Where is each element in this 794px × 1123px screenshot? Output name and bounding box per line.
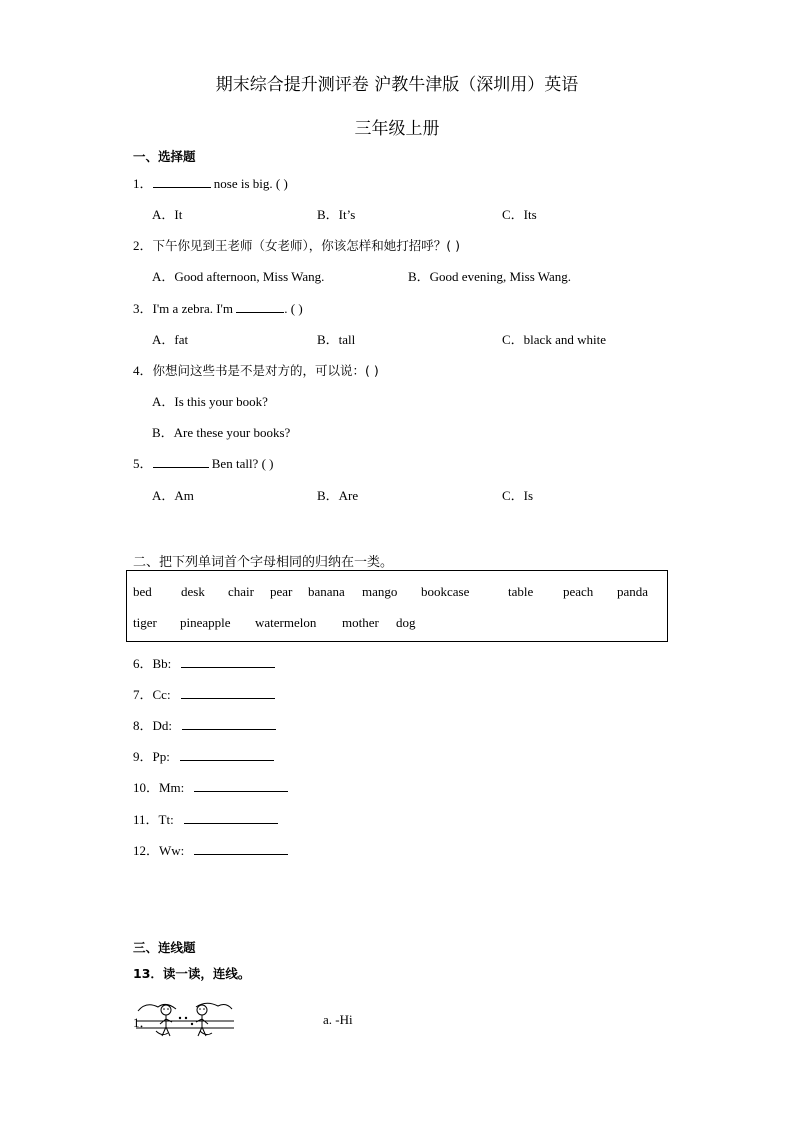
fill-line-bb — [133, 653, 275, 672]
fill-label: 8．Dd: — [133, 718, 173, 733]
question-text: nose is big. ( ) — [210, 176, 288, 191]
word-bank-box — [126, 570, 668, 642]
answer-line[interactable] — [181, 655, 275, 668]
fill-label: 6．Bb: — [133, 656, 172, 671]
section-heading-matching: 三、连线题 — [133, 940, 196, 955]
word-item: bed — [133, 584, 152, 599]
answer-blank[interactable] — [153, 455, 209, 468]
word-item: watermelon — [255, 615, 317, 630]
fill-label: 7．Cc: — [133, 687, 171, 702]
answer-line[interactable] — [181, 686, 275, 699]
word-item: pear — [270, 584, 293, 599]
question-2 — [133, 235, 460, 254]
question-number: 4． — [133, 363, 153, 378]
fill-label: 10．Mm: — [133, 780, 185, 795]
question-number: 2． — [133, 238, 153, 253]
answer-line[interactable] — [180, 748, 274, 761]
fill-line-ww — [133, 840, 288, 859]
word-item: mango — [362, 584, 398, 599]
option-a[interactable]: A．fat — [152, 332, 189, 347]
section-heading-classify: 二、把下列单词首个字母相同的归纳在一类。 — [133, 555, 394, 570]
fill-line-pp — [133, 746, 274, 765]
word-item: desk — [181, 584, 205, 599]
question-4 — [133, 360, 379, 379]
fill-line-mm — [133, 777, 288, 796]
answer-line[interactable] — [182, 717, 276, 730]
answer-line[interactable] — [194, 779, 288, 792]
document-title: 期末综合提升测评卷 沪教牛津版（深圳用）英语 — [215, 75, 579, 95]
question-5 — [133, 453, 274, 472]
word-item: panda — [617, 584, 649, 599]
question-number: 5． — [133, 456, 153, 471]
question-text: . ( ) — [284, 301, 303, 316]
answer-blank[interactable] — [153, 175, 211, 188]
word-item: peach — [563, 584, 594, 599]
question-number: 3． — [133, 301, 153, 316]
option-c[interactable]: C．Is — [502, 488, 534, 503]
option-c[interactable]: C．Its — [502, 207, 537, 222]
option-a[interactable]: A．Good afternoon, Miss Wang. — [152, 269, 325, 284]
fill-label: 12．Ww: — [133, 843, 185, 858]
option-a[interactable]: A．Am — [152, 488, 194, 503]
option-a[interactable]: A．It — [152, 207, 183, 222]
question-3 — [133, 298, 303, 317]
two-kids-greeting-illustration — [136, 997, 234, 1039]
question-text: 下午你见到王老师（女老师），你该怎样和她打招呼？( ) — [152, 238, 460, 253]
word-item: tiger — [133, 615, 157, 630]
question-number: 1． — [133, 176, 153, 191]
question-text: Ben tall? ( ) — [208, 456, 274, 471]
match-answer-a[interactable]: a. -Hi — [323, 1012, 353, 1027]
option-b[interactable]: B．Are these your books? — [152, 425, 291, 440]
question-1 — [133, 173, 288, 192]
option-b[interactable]: B．Are — [317, 488, 359, 503]
fill-line-cc — [133, 684, 275, 703]
document-subtitle: 三年级上册 — [354, 119, 440, 139]
question-text: 你想问这些书是不是对方的，可以说：( ) — [152, 363, 379, 378]
fill-label: 9．Pp: — [133, 749, 170, 764]
answer-line[interactable] — [194, 842, 288, 855]
option-a[interactable]: A．Is this your book? — [152, 394, 268, 409]
section-heading-choice: 一、选择题 — [133, 149, 196, 164]
word-item: banana — [308, 584, 345, 599]
word-item: mother — [342, 615, 379, 630]
word-item: pineapple — [180, 615, 231, 630]
word-item: bookcase — [421, 584, 470, 599]
option-b[interactable]: B．It’s — [317, 207, 356, 222]
fill-line-dd — [133, 715, 276, 734]
fill-line-tt — [133, 809, 278, 828]
option-b[interactable]: B．Good evening, Miss Wang. — [408, 269, 572, 284]
answer-blank[interactable] — [236, 300, 284, 313]
word-item: dog — [396, 615, 416, 630]
answer-line[interactable] — [184, 811, 278, 824]
word-item: table — [508, 584, 534, 599]
option-b[interactable]: B．tall — [317, 332, 356, 347]
option-c[interactable]: C．black and white — [502, 332, 606, 347]
question-13-heading: 13．读一读，连线。 — [133, 966, 251, 981]
word-item: chair — [228, 584, 254, 599]
question-text-pre: I'm a zebra. I'm — [152, 301, 237, 316]
match-item-1-number: 1． — [133, 1015, 153, 1030]
fill-label: 11．Tt: — [133, 812, 174, 827]
